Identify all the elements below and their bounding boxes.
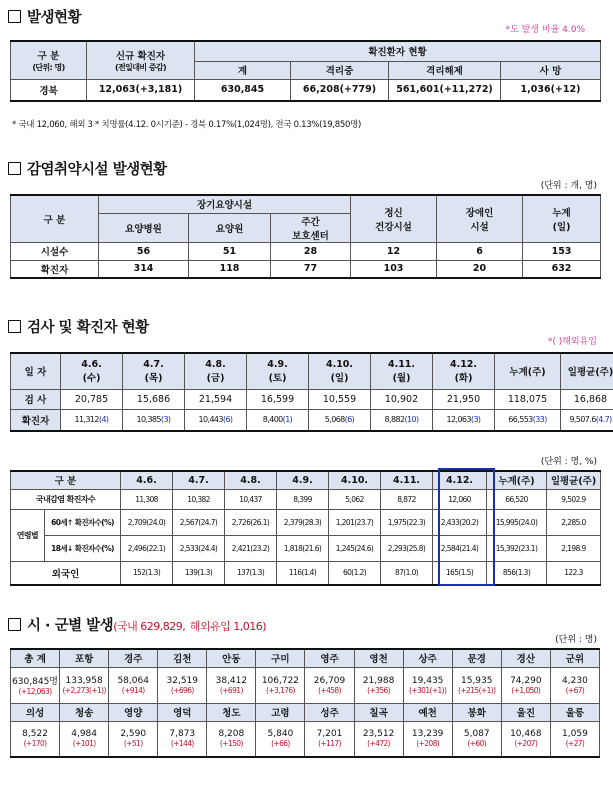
cell-value: 60(1.2) <box>329 561 381 585</box>
table-row <box>11 242 601 260</box>
city-value: 5,840 (+66) <box>256 721 305 757</box>
city-value-row <box>11 721 600 757</box>
section-title-text: 발생현황 <box>27 10 82 26</box>
city-value-row <box>11 667 600 703</box>
occurrence-footnote: * 국내 12,060, 해외 3 * 치명률(4.12. 0시기준) - 경북 0.17%(1,024명), 전국 0.13%(19,850명) <box>12 120 362 130</box>
city-value: 26,709 (+458) <box>305 667 354 703</box>
city-value: 10,468 (+207) <box>501 721 550 757</box>
cell-value: 16,868 <box>561 389 613 409</box>
city-name: 울진 <box>501 703 550 721</box>
cell-value: 15,995(24.0) <box>487 509 547 535</box>
unit-note: (단위 : 명, %) <box>540 457 597 467</box>
header-nursing-hospital: 요양병원 <box>99 213 189 242</box>
isolating-value: 66,208(+779) <box>291 79 389 101</box>
cell-value: 10,559 <box>309 389 371 409</box>
city-name: 안동 <box>207 649 256 667</box>
row-label: 국내감염 확진자수 <box>11 489 121 509</box>
death-value: 1,036(+12) <box>501 79 601 101</box>
cell-value: 2,533(24.4) <box>173 535 225 561</box>
cell-value: 15,686 <box>123 389 185 409</box>
cell-value: 2,433(20.2) <box>433 509 487 535</box>
header-daily-average: 일평균(주) <box>547 471 601 489</box>
table-row-foreigner <box>11 561 601 585</box>
cell-value: 1,245(24.6) <box>329 535 381 561</box>
city-name: 영양 <box>109 703 158 721</box>
cell-value: 2,496(22.1) <box>121 535 173 561</box>
table-row-tests <box>11 389 613 409</box>
section-title-vulnerable-facilities <box>8 158 167 179</box>
cell-value: 20 <box>437 260 523 278</box>
cell-value: 856(1.3) <box>487 561 547 585</box>
header-released: 격리해제 <box>389 61 501 79</box>
city-name-row <box>11 649 600 667</box>
header-division: 구 분 <box>11 195 99 242</box>
city-value: 15,935 (+215(+1)) <box>452 667 501 703</box>
cell-value: 165(1.5) <box>433 561 487 585</box>
cell-value: 1,975(22.3) <box>381 509 433 535</box>
cell-value: 2,584(21.4) <box>433 535 487 561</box>
section-title-city-county <box>8 614 266 635</box>
header-date-col: 4.9. (토) <box>247 353 309 389</box>
row-label: 확진자 <box>11 260 99 278</box>
row-label: 확진자 <box>11 409 61 431</box>
row-label: 외국인 <box>11 561 121 585</box>
cell-value: 12,063(3) <box>433 409 495 431</box>
header-date-col: 4.6. (수) <box>61 353 123 389</box>
cell-value: 1,818(21.6) <box>277 535 329 561</box>
header-date: 일 자 <box>11 353 61 389</box>
header-division: 구 분 (단위: 명) <box>11 41 87 79</box>
city-name: 예천 <box>403 703 452 721</box>
cell-value: 11,312(4) <box>61 409 123 431</box>
header-date-col: 4.10. <box>329 471 381 489</box>
header-date-col: 4.7. (목) <box>123 353 185 389</box>
city-name: 문경 <box>452 649 501 667</box>
city-value: 58,064 (+914) <box>109 667 158 703</box>
header-death: 사 망 <box>501 61 601 79</box>
header-cumulative: 누계 (일) <box>523 195 601 242</box>
cell-value: 632 <box>523 260 601 278</box>
city-name: 의성 <box>11 703 60 721</box>
header-isolating: 격리중 <box>291 61 389 79</box>
city-value: 630,845명 (+12,063) <box>11 667 60 703</box>
new-cases-value: 12,063(+3,181) <box>87 79 195 101</box>
cell-value: 139(1.3) <box>173 561 225 585</box>
overseas-note: *( )해외유입 <box>547 337 597 347</box>
cell-value: 20,785 <box>61 389 123 409</box>
city-value: 106,722 (+3,176) <box>256 667 305 703</box>
header-date-col: 4.8. <box>225 471 277 489</box>
rate-note: *도 발생 비율 4.0% <box>505 25 585 35</box>
city-value: 23,512 (+472) <box>354 721 403 757</box>
header-daily-average: 일평균(주) <box>561 353 613 389</box>
checkbox-square-icon <box>8 10 21 23</box>
unit-note: (단위 : 개, 명) <box>540 181 597 191</box>
cell-value: 10,382 <box>173 489 225 509</box>
cell-value: 2,726(26.1) <box>225 509 277 535</box>
header-date-col: 4.9. <box>277 471 329 489</box>
cell-value: 118 <box>189 260 271 278</box>
city-value: 38,412 (+691) <box>207 667 256 703</box>
header-date-col: 4.8. (금) <box>185 353 247 389</box>
cell-value: 5,068(6) <box>309 409 371 431</box>
header-date-col: 4.11. (월) <box>371 353 433 389</box>
row-label-gyeongbuk: 경북 <box>11 79 87 101</box>
table-row <box>11 260 601 278</box>
table-row-confirmed <box>11 409 613 431</box>
city-name: 청도 <box>207 703 256 721</box>
city-name: 고령 <box>256 703 305 721</box>
city-value: 74,290 (+1,050) <box>501 667 550 703</box>
city-name: 포항 <box>60 649 109 667</box>
city-name: 성주 <box>305 703 354 721</box>
table-row-over-60 <box>11 509 601 535</box>
city-value: 8,208 (+150) <box>207 721 256 757</box>
row-group-label-age: 연령별 <box>11 509 45 561</box>
cell-value: 137(1.3) <box>225 561 277 585</box>
city-value: 4,230 (+67) <box>550 667 599 703</box>
cell-value: 87(1.0) <box>381 561 433 585</box>
checkbox-square-icon <box>8 162 21 175</box>
row-label: 시설수 <box>11 242 99 260</box>
cell-value: 9,502.9 <box>547 489 601 509</box>
cell-value: 153 <box>523 242 601 260</box>
city-name-row <box>11 703 600 721</box>
cell-value: 11,308 <box>121 489 173 509</box>
city-name: 경산 <box>501 649 550 667</box>
header-date-col: 4.10. (일) <box>309 353 371 389</box>
total-value: 630,845 <box>195 79 291 101</box>
header-cumulative: 누계(주) <box>495 353 561 389</box>
checkbox-square-icon <box>8 320 21 333</box>
header-daycare-center: 주간 보호센터 <box>271 213 351 242</box>
city-name: 구미 <box>256 649 305 667</box>
cell-value: 2,285.0 <box>547 509 601 535</box>
city-value: 7,201 (+117) <box>305 721 354 757</box>
header-mental-health: 정신 건강시설 <box>351 195 437 242</box>
city-name: 칠곡 <box>354 703 403 721</box>
row-label: 검 사 <box>11 389 61 409</box>
header-date-col: 4.7. <box>173 471 225 489</box>
header-disabled-facility: 장애인 시설 <box>437 195 523 242</box>
city-name: 경주 <box>109 649 158 667</box>
city-name: 총 계 <box>11 649 60 667</box>
occurrence-table <box>10 40 601 102</box>
cell-value: 8,872 <box>381 489 433 509</box>
cell-value: 118,075 <box>495 389 561 409</box>
cell-value: 2,421(23.2) <box>225 535 277 561</box>
cell-value: 66,520 <box>487 489 547 509</box>
city-value: 8,522 (+170) <box>11 721 60 757</box>
cell-value: 10,902 <box>371 389 433 409</box>
header-date-col: 4.6. <box>121 471 173 489</box>
cell-value: 6 <box>437 242 523 260</box>
cell-value: 15,392(23.1) <box>487 535 547 561</box>
cell-value: 122.3 <box>547 561 601 585</box>
unit-note: (단위 : 명) <box>555 635 597 645</box>
header-date-col: 4.11. <box>381 471 433 489</box>
domestic-total-note: (국내 629,829, <box>113 620 186 633</box>
header-cumulative: 누계(주) <box>487 471 547 489</box>
cell-value: 12,060 <box>433 489 487 509</box>
cell-value: 51 <box>189 242 271 260</box>
city-name: 상주 <box>403 649 452 667</box>
cell-value: 12 <box>351 242 437 260</box>
cell-value: 8,399 <box>277 489 329 509</box>
cell-value: 103 <box>351 260 437 278</box>
cell-value: 2,709(24.0) <box>121 509 173 535</box>
city-name: 울릉 <box>550 703 599 721</box>
header-date-col: 4.12. <box>433 471 487 489</box>
city-value: 4,984 (+101) <box>60 721 109 757</box>
cell-value: 5,062 <box>329 489 381 509</box>
cell-value: 9,507.6(4.7) <box>561 409 613 431</box>
city-value: 133,958 (+2,273(+1)) <box>60 667 109 703</box>
cell-value: 2,567(24.7) <box>173 509 225 535</box>
checkbox-square-icon <box>8 618 21 631</box>
section-title-tests <box>8 316 149 337</box>
city-name: 군위 <box>550 649 599 667</box>
city-name: 영덕 <box>158 703 207 721</box>
age-breakdown-table <box>10 470 601 586</box>
cell-value: 16,599 <box>247 389 309 409</box>
cell-value: 2,198.9 <box>547 535 601 561</box>
city-value: 19,435 (+301(+1)) <box>403 667 452 703</box>
city-name: 봉화 <box>452 703 501 721</box>
header-long-term-care: 장기요양시설 <box>99 195 351 213</box>
cell-value: 152(1.3) <box>121 561 173 585</box>
city-value: 1,059 (+27) <box>550 721 599 757</box>
city-name: 김천 <box>158 649 207 667</box>
cell-value: 10,385(3) <box>123 409 185 431</box>
table-row-domestic <box>11 489 601 509</box>
city-value: 21,988 (+356) <box>354 667 403 703</box>
city-name: 영천 <box>354 649 403 667</box>
section-title-text: 시 · 군별 발생 <box>27 618 114 634</box>
cell-value: 314 <box>99 260 189 278</box>
cell-value: 8,400(1) <box>247 409 309 431</box>
header-division: 구 분 <box>11 471 121 489</box>
cell-value: 116(1.4) <box>277 561 329 585</box>
city-value: 32,519 (+696) <box>158 667 207 703</box>
header-total: 계 <box>195 61 291 79</box>
overseas-total-note: 해외유입 1,016) <box>189 620 267 633</box>
cell-value: 28 <box>271 242 351 260</box>
cell-value: 2,379(28.3) <box>277 509 329 535</box>
city-name: 청송 <box>60 703 109 721</box>
city-name: 영주 <box>305 649 354 667</box>
section-title-occurrence <box>8 6 81 27</box>
header-new-cases: 신규 확진자 (전일대비 증감) <box>87 41 195 79</box>
city-county-table <box>10 648 600 758</box>
header-nursing-home: 요양원 <box>189 213 271 242</box>
tests-table <box>10 352 613 432</box>
header-date-col: 4.12. (화) <box>433 353 495 389</box>
cell-value: 10,443(6) <box>185 409 247 431</box>
header-patient-status: 확진환자 현황 <box>195 41 601 61</box>
cell-value: 8,882(10) <box>371 409 433 431</box>
cell-value: 10,437 <box>225 489 277 509</box>
city-value: 5,087 (+60) <box>452 721 501 757</box>
cell-value: 1,201(23.7) <box>329 509 381 535</box>
cell-value: 56 <box>99 242 189 260</box>
cell-value: 21,950 <box>433 389 495 409</box>
cell-value: 2,293(25.8) <box>381 535 433 561</box>
row-label: 18세↓ 확진자수(%) <box>45 535 121 561</box>
cell-value: 66,553(33) <box>495 409 561 431</box>
city-value: 2,590 (+51) <box>109 721 158 757</box>
cell-value: 21,594 <box>185 389 247 409</box>
cell-value: 77 <box>271 260 351 278</box>
row-label: 60세↑ 확진자수(%) <box>45 509 121 535</box>
released-value: 561,601(+11,272) <box>389 79 501 101</box>
section-title-text: 검사 및 확진자 현황 <box>27 320 149 336</box>
vulnerable-facilities-table <box>10 194 601 279</box>
city-value: 7,873 (+144) <box>158 721 207 757</box>
section-title-text: 감염취약시설 발생현황 <box>27 162 167 178</box>
city-value: 13,239 (+208) <box>403 721 452 757</box>
table-row-under-18 <box>11 535 601 561</box>
